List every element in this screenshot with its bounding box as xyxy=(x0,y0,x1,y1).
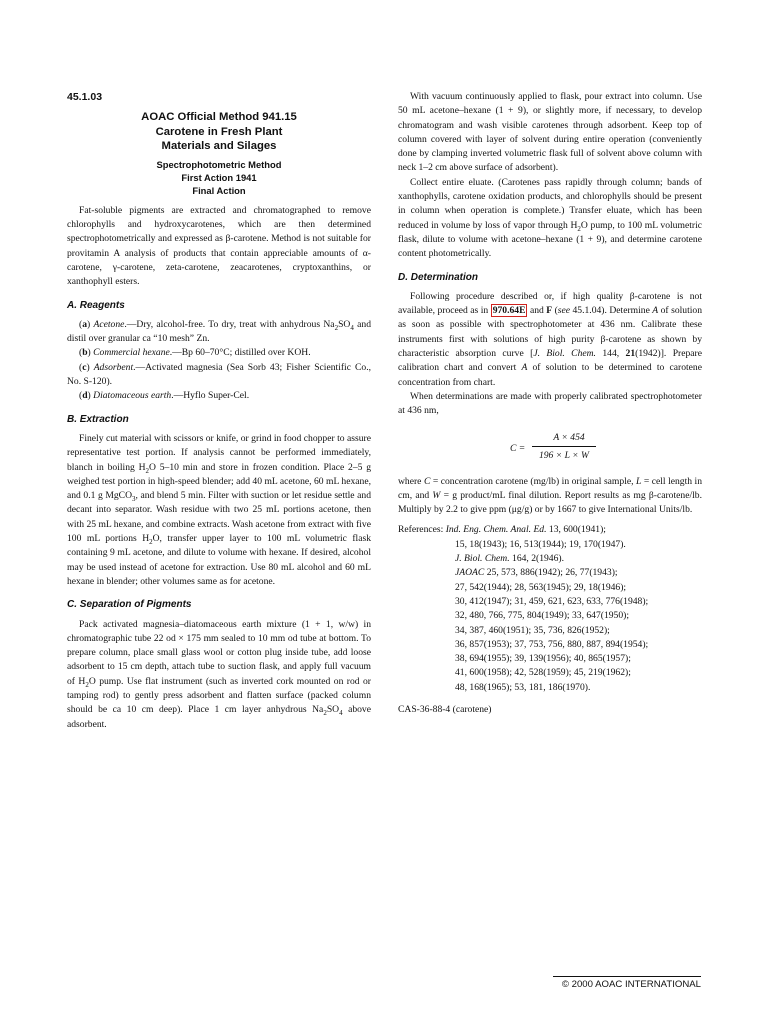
method-title-line1: AOAC Official Method 941.15 xyxy=(141,111,297,124)
separation-heading: C. Separation of Pigments xyxy=(67,599,192,611)
method-title-line3: Materials and Silages xyxy=(161,140,277,153)
reference-line: JAOAC 25, 573, 886(1942); 26, 77(1943); xyxy=(455,567,618,579)
reference-line: 36, 857(1953); 37, 753, 756, 880, 887, 894(1954); xyxy=(455,638,649,650)
extraction-paragraph: Finely cut material with scissors or knife, or grind in food chopper to assure representative test portion. If analysis cannot be performed immediately, blanch in boiling $H_2O$ 5–10 min and store in frozen condition. Place 2–5 g weighed test portion in high-speed blender; add 40 mL acetone, 60 mL hexane, and 0.1 g MgCO$_3$, and blend 5 min. Filter with suction or let residue settle and decant into separator. Wash residue with two 25 mL portions acetone, then with 25 mL hexane, and combine extracts. Wash acetone from extract with five 100 mL portions $H_2O$, transfer upper layer to 100 mL volumetric flask containing 9 mL acetone, and dilute to volume with hexane. If desired, alcohol may be used instead of acetone for extraction. Use 80 mL alcohol and 60 mL hexane in blender; other volumes same as for acetone. xyxy=(67,432,371,587)
reference-line: 41, 600(1958); 42, 528(1959); 45, 219(1962); xyxy=(455,667,631,679)
separation-cont-paragraph-2: Collect entire eluate. (Carotenes pass rapidly through column; bands of xanthophylls, carotene oxidation products, and chlorophylls should be present in column when operation is complete.) Transfer eluate, which has been reduced in volume by loss of vapor through $H_2O$ pump, to 100 mL volumetric flask, dilute to volume with acetone–hexane (1 + 9), and determine carotene content photometrically. xyxy=(398,176,702,260)
determination-paragraph-1: Following procedure described or, if high quality β-carotene is not available, proceed as in 970.64E and F (see 45.1.04). Determine A of solution as soon as possible with spectrophotometer at 436 nm. Calibrate these instruments first with solutions of high purity β-carotene as shown by characteristic absorption curve [J. Biol. Chem. 144, 21(1942)]. Prepare calibration chart and convert A of solution to be determined to carotene concentration from chart. xyxy=(398,290,703,388)
reagent-d: (d) Diatomaceous earth.—Hyflo Super-Cel. xyxy=(79,390,250,402)
carotene-formula xyxy=(398,425,702,471)
formula-lhs: C = xyxy=(510,442,526,454)
determination-heading: D. Determination xyxy=(398,271,479,283)
intro-paragraph: Fat-soluble pigments are extracted and chromatographed to remove chlorophylls and hydroxycarotenes, which are then determined spectrophotometrically and expressed as β-carotene. Method is not suitable for provitamin A analysis of products that contain appreciable amounts of α-carotene, γ-carotene, zeta-carotene, zeacarotenes, cryptoxanthins, or xanthophyll esters. xyxy=(67,204,371,288)
determination-paragraph-2: When determinations are made with properly calibrated spectrophotometer at 436 nm, xyxy=(398,390,702,417)
first-action: First Action 1941 xyxy=(181,171,257,183)
reference-line: J. Biol. Chem. 164, 2(1946). xyxy=(455,553,564,565)
right-column xyxy=(398,90,702,717)
extraction-heading: B. Extraction xyxy=(67,413,129,425)
reference-line: 30, 412(1947); 31, 459, 621, 623, 633, 776(1948); xyxy=(455,595,649,607)
separation-cont-paragraph-1: With vacuum continuously applied to flask, pour extract into column. Use 50 mL acetone–hexane (1 + 9), or slightly more, if necessary, to develop chromatogram and wash visible carotenes through adsorbent. Keep top of column covered with layer of solvent during entire operation (conveniently done by clamping inverted volumetric flask full of solvent above column with neck 1–2 cm above surface of adsorbent). xyxy=(398,91,702,174)
formula-fraction-bar xyxy=(532,446,596,447)
method-title-line2: Carotene in Fresh Plant xyxy=(155,125,283,138)
reagents-heading: A. Reagents xyxy=(67,299,125,311)
reagent-a: (a) Acetone.—Dry, alcohol-free. To dry, treat with anhydrous $Na_2SO_4$ and distil over granular ca “10 mesh” Zn. xyxy=(67,318,371,345)
separation-paragraph: Pack activated magnesia–diatomaceous earth mixture (1 + 1, w/w) in chromatographic tube 22 od × 175 mm sealed to 10 mm od tube at bottom. To prepare column, place small glass wool or cotton plug inside tube, add loose adsorbent to 15 cm depth, attach tube to suction flask, and apply full vacuum of $H_2O$ pump. Use flat instrument (such as inverted cork mounted on rod or tamping rod) to gently press adsorbent and flatten surface (packed column should be ca 10 cm deep). Place 1 cm layer anhydrous $Na_2SO_4$ above adsorbent. xyxy=(67,618,371,730)
reagent-b: (b) Commercial hexane.—Bp 60–70°C; distilled over KOH. xyxy=(79,347,311,359)
reference-line: 38, 694(1955); 39, 139(1956); 40, 865(1957); xyxy=(455,653,631,665)
reference-line: 15, 18(1943); 16, 513(1944); 19, 170(1947). xyxy=(455,538,626,550)
reference-line: 32, 480, 766, 775, 804(1949); 33, 647(1950); xyxy=(455,610,630,622)
method-link-970-64e[interactable]: 970.64E xyxy=(492,305,526,317)
method-type: Spectrophotometric Method xyxy=(156,158,282,170)
determination-paragraph-3: where C = concentration carotene (mg/lb) in original sample, L = cell length in cm, and W = g product/mL final dilution. Report results as mg β-carotene/lb. Multiply by 2.2 to give ppm (μg/g) or by 1667 to give International Units/lb. xyxy=(398,475,702,516)
section-number: 45.1.03 xyxy=(67,91,103,103)
reference-line: 34, 387, 460(1951); 35, 736, 826(1952); xyxy=(455,624,610,636)
reference-line: 48, 168(1965); 53, 181, 186(1970). xyxy=(455,681,591,693)
left-column xyxy=(67,90,371,732)
formula-numerator: A × 454 xyxy=(553,431,585,443)
formula-denominator: 196 × L × W xyxy=(538,449,590,461)
copyright-footer: © 2000 AOAC INTERNATIONAL xyxy=(553,976,701,990)
final-action: Final Action xyxy=(192,184,246,196)
cas-number: CAS-36-88-4 (carotene) xyxy=(398,703,492,715)
references-block xyxy=(398,523,702,695)
reference-line: References: Ind. Eng. Chem. Anal. Ed. 13, 600(1941); xyxy=(398,524,606,536)
method-title-block xyxy=(67,110,371,197)
reference-line: 27, 542(1944); 28, 563(1945); 29, 18(1946); xyxy=(455,581,627,593)
reagent-c: (c) Adsorbent.—Activated magnesia (Sea Sorb 43; Fisher Scientific Co., No. S-120). xyxy=(67,361,371,388)
